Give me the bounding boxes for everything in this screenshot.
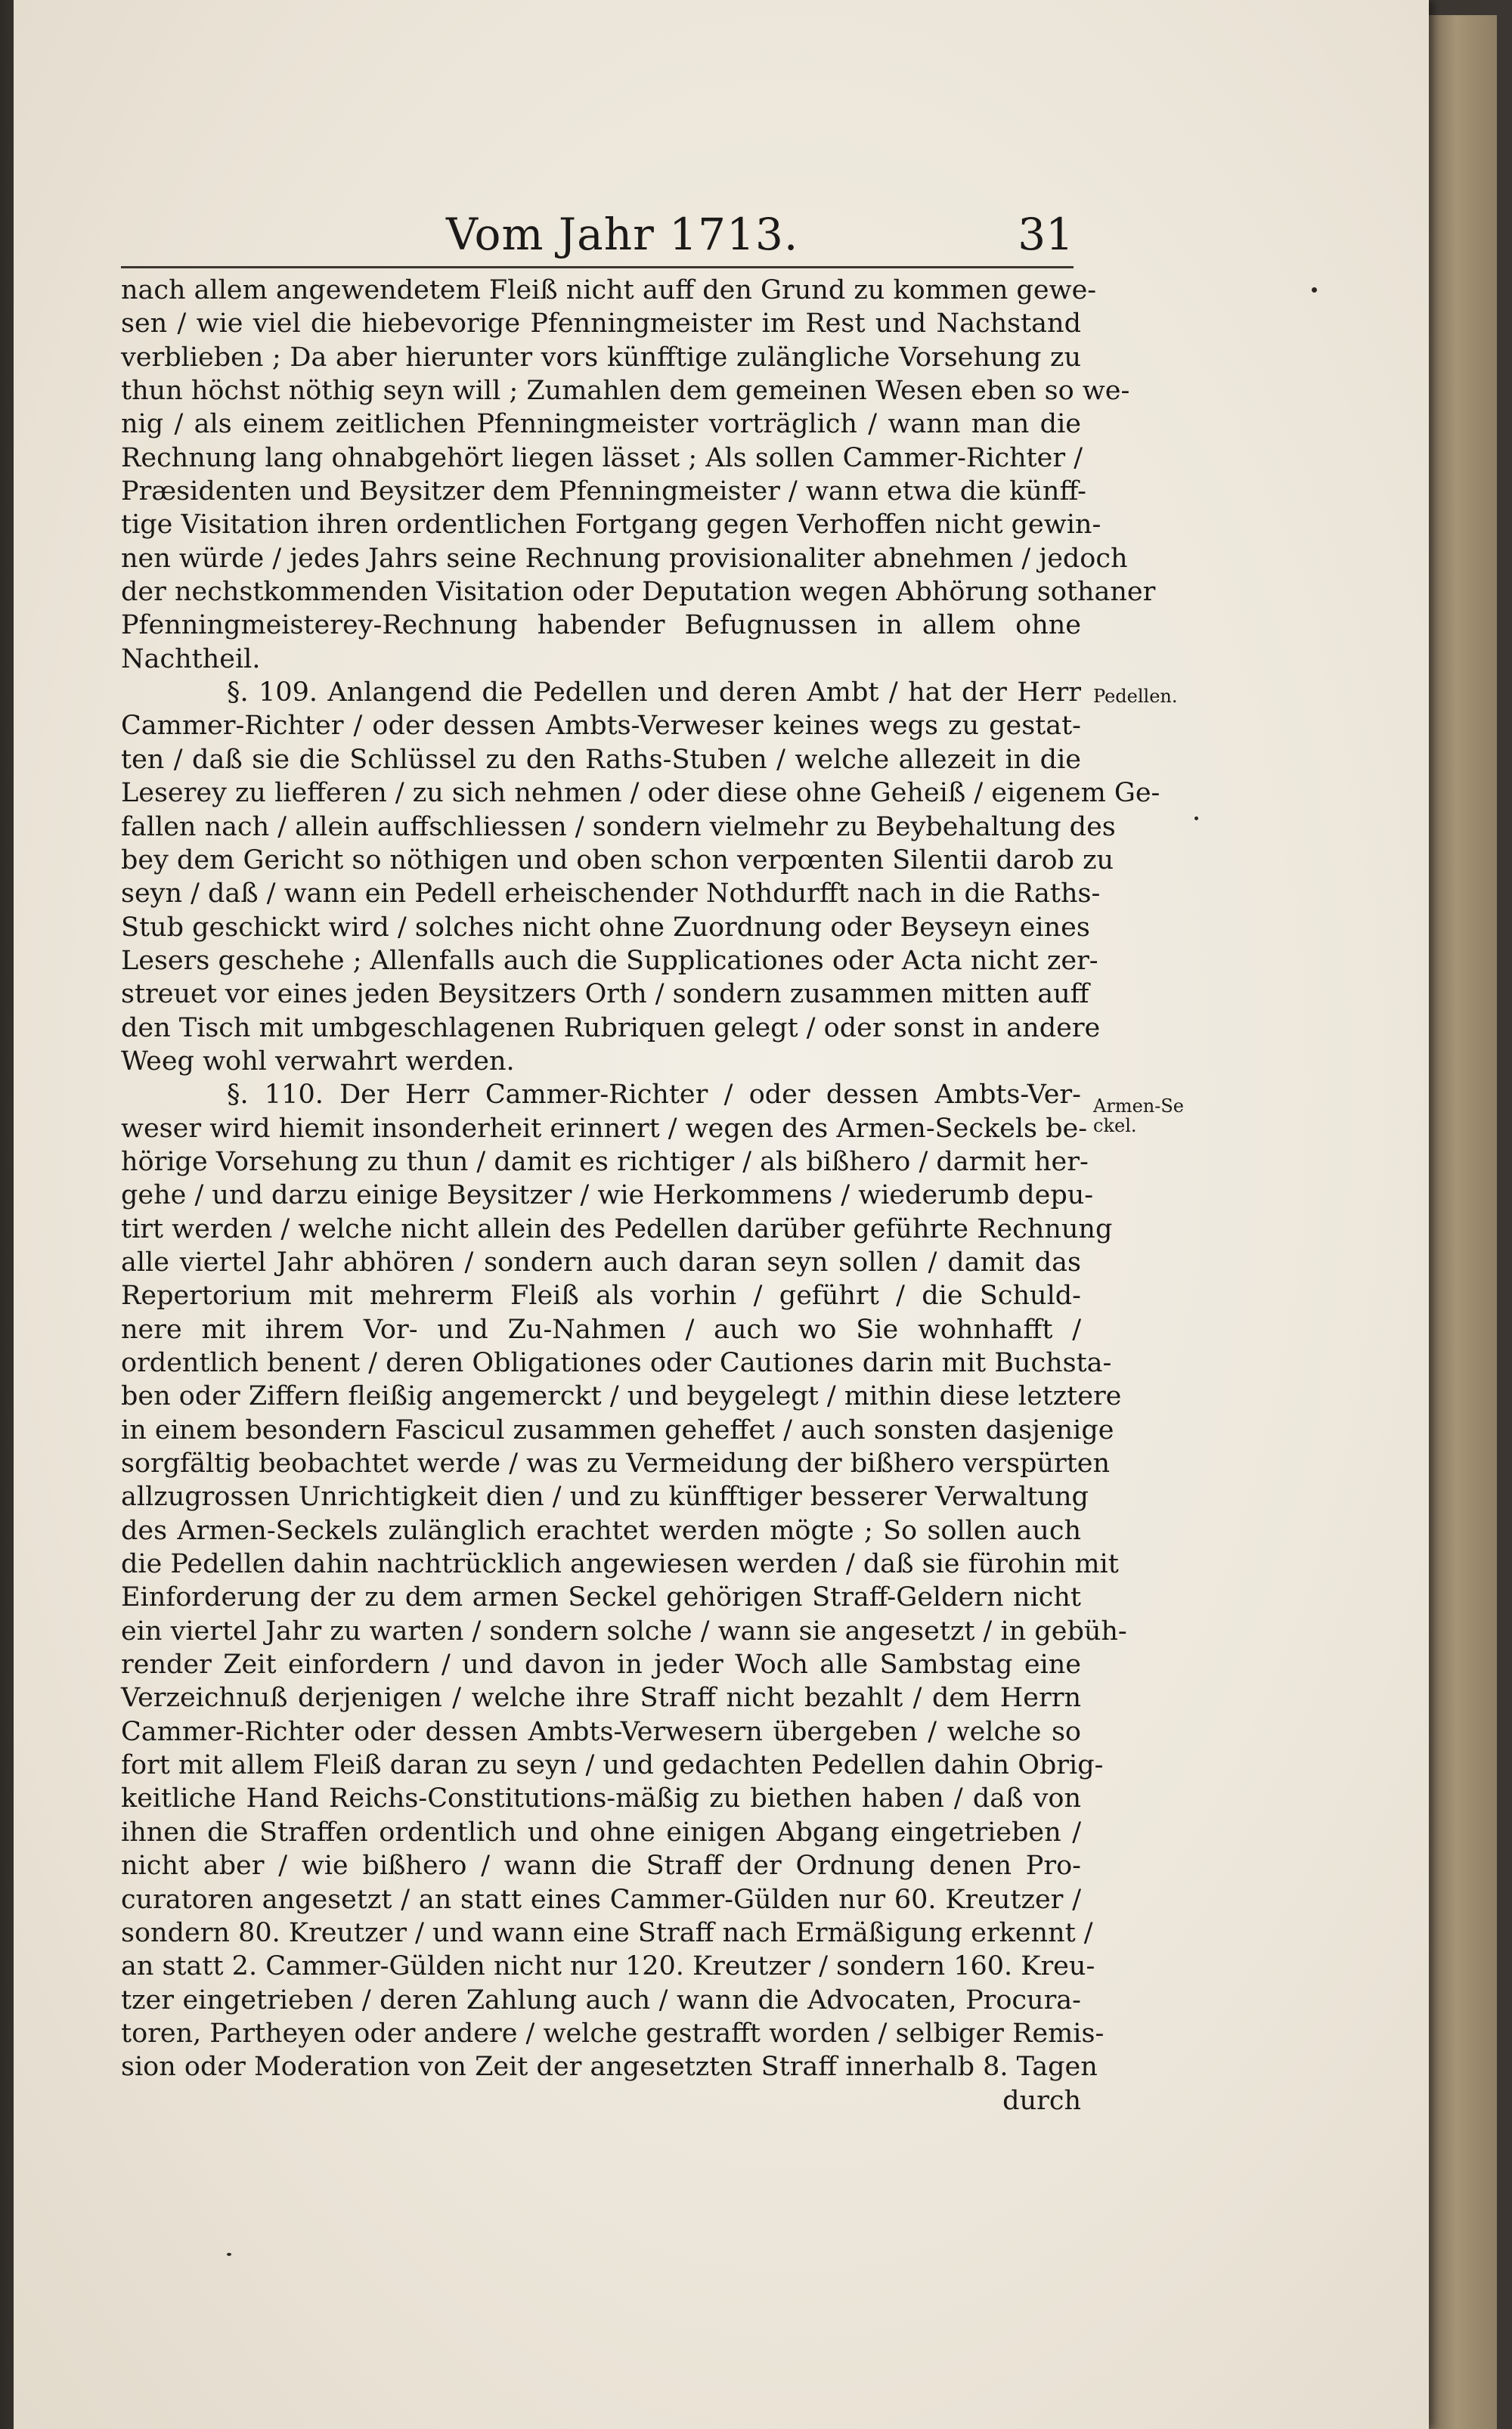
text-line: curatoren angesetzt / an statt eines Cammer-Gülden nur 60. Kreutzer /	[121, 1884, 1081, 1915]
text-line: Præsidenten und Beysitzer dem Pfenningmeister / wann etwa die künff-	[121, 476, 1086, 507]
text-line: Cammer-Richter oder dessen Ambts-Verwesern übergeben / welche so	[121, 1716, 1081, 1747]
marginal-note-line: ckel.	[1093, 1115, 1137, 1136]
header-rule	[121, 266, 1074, 268]
text-line: ten / daß sie die Schlüssel zu den Raths-Stuben / welche allezeit in die	[121, 744, 1081, 775]
text-line: nicht aber / wie bißhero / wann die Straff der Ordnung denen Pro-	[121, 1851, 1081, 1882]
text-line: hörige Vorsehung zu thun / damit es richtiger / als bißhero / darmit her-	[121, 1146, 1089, 1177]
text-line: thun höchst nöthig seyn will ; Zumahlen dem gemeinen Wesen eben so we-	[121, 376, 1130, 407]
text-line: nig / als einem zeitlichen Pfenningmeister vorträglich / wann man die	[121, 409, 1081, 440]
body-text	[121, 274, 1160, 2118]
text-line: an statt 2. Cammer-Gülden nicht nur 120. Kreutzer / sondern 160. Kreu-	[121, 1951, 1095, 1982]
running-title: Vom Jahr 1713.	[446, 209, 799, 260]
paper-speck	[227, 2253, 231, 2256]
text-line: die Pedellen dahin nachtrücklich angewiesen werden / daß sie fürohin mit	[121, 1549, 1119, 1580]
marginal-note-armen-seckel	[1093, 1096, 1184, 1135]
text-line: alle viertel Jahr abhören / sondern auch daran seyn sollen / damit das	[121, 1247, 1081, 1278]
text-line: des Armen-Seckels zulänglich erachtet werden mögte ; So sollen auch	[121, 1515, 1081, 1546]
text-line: allzugrossen Unrichtigkeit dien / und zu künfftiger besserer Verwaltung	[121, 1482, 1089, 1513]
text-line: tirt werden / welche nicht allein des Pedellen darüber geführte Rechnung	[121, 1213, 1113, 1244]
text-line: bey dem Gericht so nöthigen und oben schon verpœnten Silentii darob zu	[121, 844, 1114, 875]
text-line: sen / wie viel die hiebevorige Pfenningmeister im Rest und Nachstand	[121, 308, 1081, 339]
text-line: seyn / daß / wann ein Pedell erheischender Nothdurfft nach in die Raths-	[121, 878, 1101, 909]
text-line: §. 109. Anlangend die Pedellen und deren Ambt / hat der Herr	[227, 677, 1081, 708]
text-line: gehe / und darzu einige Beysitzer / wie Herkommens / wiederumb depu-	[121, 1180, 1094, 1211]
text-line: Cammer-Richter / oder dessen Ambts-Verweser keines wegs zu gestat-	[121, 711, 1081, 742]
text-line: sorgfältig beobachtet werde / was zu Vermeidung der bißhero verspürten	[121, 1448, 1111, 1479]
text-line: Stub geschickt wird / solches nicht ohne Zuordnung oder Beyseyn eines	[121, 912, 1090, 943]
text-line: render Zeit einfordern / und davon in jeder Woch alle Sambstag eine	[121, 1650, 1081, 1681]
text-line: keitliche Hand Reichs-Constitutions-mäßig zu biethen haben / daß von	[121, 1783, 1081, 1814]
text-line: durch	[1002, 2085, 1081, 2116]
text-line: ein viertel Jahr zu warten / sondern solche / wann sie angesetzt / in gebüh-	[121, 1616, 1127, 1647]
text-line: Lesers geschehe ; Allenfalls auch die Supplicationes oder Acta nicht zer-	[121, 945, 1098, 976]
text-line: ben oder Ziffern fleißig angemerckt / und beygelegt / mithin diese letztere	[121, 1381, 1122, 1412]
marginal-note-pedellen: Pedellen.	[1093, 686, 1178, 707]
text-line: ihnen die Straffen ordentlich und ohne einigen Abgang eingetrieben /	[121, 1817, 1081, 1848]
text-line: streuet vor eines jeden Beysitzers Orth / sondern zusammen mitten auff	[121, 979, 1089, 1010]
running-header	[121, 204, 1074, 265]
text-line: verblieben ; Da aber hierunter vors künfftige zulängliche Vorsehung zu	[121, 342, 1081, 373]
marginal-note-line: Armen-Se	[1093, 1095, 1184, 1117]
page-edge	[1429, 15, 1497, 2429]
paper-speck	[1194, 816, 1198, 820]
text-line: Weeg wohl verwahrt werden.	[121, 1046, 515, 1077]
text-line: nen würde / jedes Jahrs seine Rechnung provisionaliter abnehmen / jedoch	[121, 543, 1128, 574]
text-line: fort mit allem Fleiß daran zu seyn / und gedachten Pedellen dahin Obrig-	[121, 1750, 1104, 1781]
text-line: Einforderung der zu dem armen Seckel gehörigen Straff-Geldern nicht	[121, 1582, 1081, 1613]
text-line: in einem besondern Fascicul zusammen geheffet / auch sonsten dasjenige	[121, 1414, 1114, 1445]
text-line: sondern 80. Kreutzer / und wann eine Straff nach Ermäßigung erkennt /	[121, 1917, 1093, 1948]
text-line: nach allem angewendetem Fleiß nicht auff den Grund zu kommen gewe-	[121, 275, 1097, 305]
text-line: ordentlich benent / deren Obligationes oder Cautiones darin mit Buchsta-	[121, 1348, 1112, 1378]
text-line: Pfenningmeisterey-Rechnung habender Befugnussen in allem ohne	[121, 610, 1081, 641]
text-line: Verzeichnuß derjenigen / welche ihre Straff nicht bezahlt / dem Herrn	[121, 1683, 1081, 1714]
text-line: §. 110. Der Herr Cammer-Richter / oder dessen Ambts-Ver-	[227, 1080, 1081, 1111]
text-line: fallen nach / allein auffschliessen / sondern vielmehr zu Beybehaltung des	[121, 811, 1116, 842]
text-line: Rechnung lang ohnabgehört liegen lässet ; Als sollen Cammer-Richter /	[121, 442, 1083, 473]
paper-speck	[1312, 287, 1317, 293]
text-line: Nachtheil.	[121, 643, 261, 674]
text-line: weser wird hiemit insonderheit erinnert / wegen des Armen-Seckels be-	[121, 1113, 1088, 1144]
text-line: den Tisch mit umbgeschlagenen Rubriquen gelegt / oder sonst in andere	[121, 1012, 1101, 1043]
text-line: sion oder Moderation von Zeit der angesetzten Straff innerhalb 8. Tagen	[121, 2052, 1098, 2083]
text-line: Leserey zu liefferen / zu sich nehmen / oder diese ohne Geheiß / eigenem Ge-	[121, 778, 1160, 809]
text-line: nere mit ihrem Vor- und Zu-Nahmen / auch wo Sie wohnhafft /	[121, 1314, 1081, 1345]
text-line: tige Visitation ihren ordentlichen Fortgang gegen Verhoffen nicht gewin-	[121, 510, 1101, 541]
text-line: Repertorium mit mehrerm Fleiß als vorhin / geführt / die Schuld-	[121, 1281, 1081, 1312]
text-line: der nechstkommenden Visitation oder Deputation wegen Abhörung sothaner	[121, 577, 1156, 608]
text-line: tzer eingetrieben / deren Zahlung auch / wann die Advocaten, Procura-	[121, 1984, 1081, 2015]
page-number: 31	[1018, 209, 1074, 260]
text-line: toren, Partheyen oder andere / welche gestrafft worden / selbiger Remis-	[121, 2018, 1105, 2049]
